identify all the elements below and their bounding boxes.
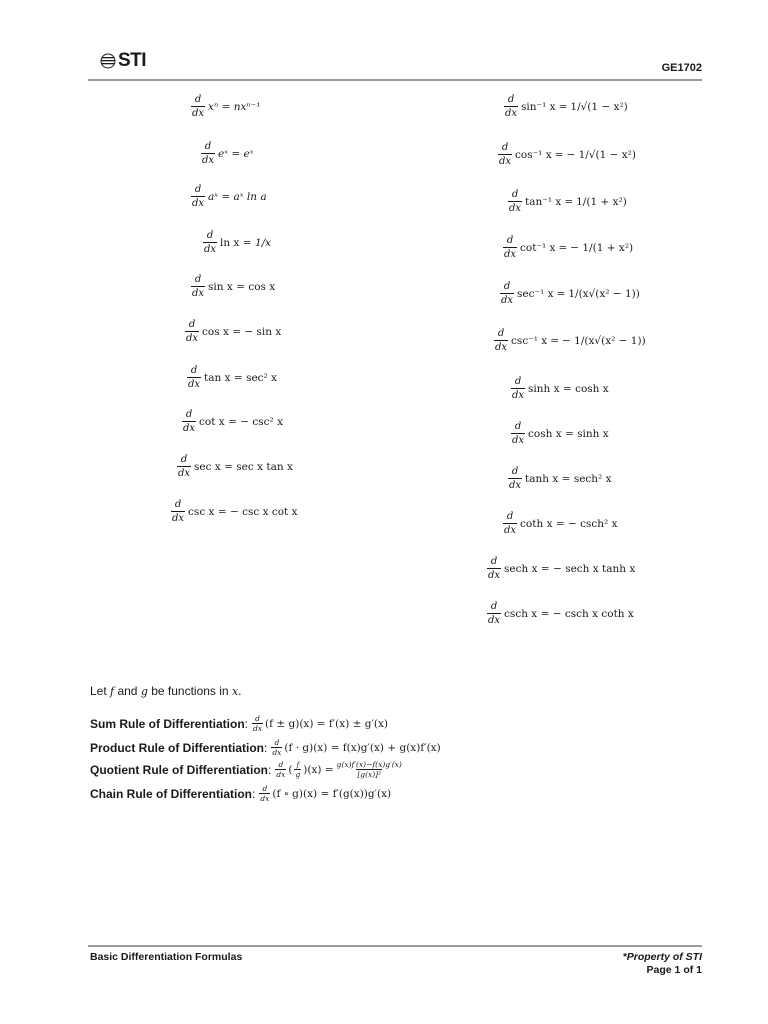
formula-power: $\frac{d}{dx}$ xⁿ = nxⁿ⁻¹: [192, 94, 261, 119]
formula-arccsc: $\frac{d}{dx}$ csc⁻¹ x = − 1/(x√(x² − 1)): [495, 328, 646, 353]
footer-meta: [623, 951, 702, 977]
footer-divider: [88, 945, 702, 947]
formula-sech: $\frac{d}{dx}$ sech x = − sech x tanh x: [488, 556, 636, 581]
logo-text: STI: [118, 50, 147, 71]
product-rule: Product Rule of Differentiation : $\frac{d}{dx}$ (f · g)(x) = f(x)g′(x) + g(x)f′(x): [90, 738, 441, 757]
formula-arccot: $\frac{d}{dx}$ cot⁻¹ x = − 1/(1 + x²): [504, 235, 634, 260]
formula-sin: $\frac{d}{dx}$ sin x = cos x: [192, 274, 276, 299]
formula-csc: $\frac{d}{dx}$ csc x = − csc x cot x: [172, 499, 298, 524]
intro-sentence: Let f and g be functions in x.: [90, 684, 242, 698]
formula-tan: $\frac{d}{dx}$ tan x = sec² x: [188, 365, 278, 390]
footer-title: Basic Differentiation Formulas: [90, 951, 243, 963]
formula-arcsec: $\frac{d}{dx}$ sec⁻¹ x = 1/(x√(x² − 1)): [501, 281, 640, 306]
formula-exp: $\frac{d}{dx}$ eˣ = eˣ: [202, 141, 254, 166]
sti-logo: [100, 50, 146, 72]
formula-arctan: $\frac{d}{dx}$ tan⁻¹ x = 1/(1 + x²): [509, 189, 627, 214]
header-divider: [88, 79, 702, 81]
sum-rule: Sum Rule of Differentiation : $\frac{d}{dx}$ (f ± g)(x) = f′(x) ± g′(x): [90, 714, 388, 733]
formula-arcsin: $\frac{d}{dx}$ sin⁻¹ x = 1/√(1 − x²): [505, 94, 628, 119]
formula-ln: $\frac{d}{dx}$ ln x = 1/x: [204, 230, 272, 255]
quotient-rule: Quotient Rule of Differentiation : $\frac{d}{dx}$ ( $\frac{f}{g}$ ) (x) = $\frac{g(x)f'(x)-f(x)g'(x)}{\text{[g(x)]²}}$: [90, 760, 402, 779]
formula-general-exp: $\frac{d}{dx}$ aˣ = aˣ ln a: [192, 184, 267, 209]
formula-sinh: $\frac{d}{dx}$ sinh x = cosh x: [512, 376, 609, 401]
chain-rule: Chain Rule of Differentiation : $\frac{d}{dx}$ (f ∘ g)(x) = f′(g(x))g′(x): [90, 784, 392, 803]
formula-csch: $\frac{d}{dx}$ csch x = − csch x coth x: [488, 601, 634, 626]
formula-arccos: $\frac{d}{dx}$ cos⁻¹ x = − 1/√(1 − x²): [499, 142, 636, 167]
sti-globe-icon: [100, 53, 116, 69]
formula-sec: $\frac{d}{dx}$ sec x = sec x tan x: [178, 454, 293, 479]
formula-tanh: $\frac{d}{dx}$ tanh x = sech² x: [509, 466, 612, 491]
page-number: Page 1 of 1: [646, 964, 702, 976]
formula-cos: $\frac{d}{dx}$ cos x = − sin x: [186, 319, 282, 344]
formula-cosh: $\frac{d}{dx}$ cosh x = sinh x: [512, 421, 609, 446]
document-code: GE1702: [661, 62, 702, 74]
formula-cot: $\frac{d}{dx}$ cot x = − csc² x: [183, 409, 283, 434]
property-notice: *Property of STI: [622, 951, 702, 963]
formula-coth: $\frac{d}{dx}$ coth x = − csch² x: [504, 511, 618, 536]
